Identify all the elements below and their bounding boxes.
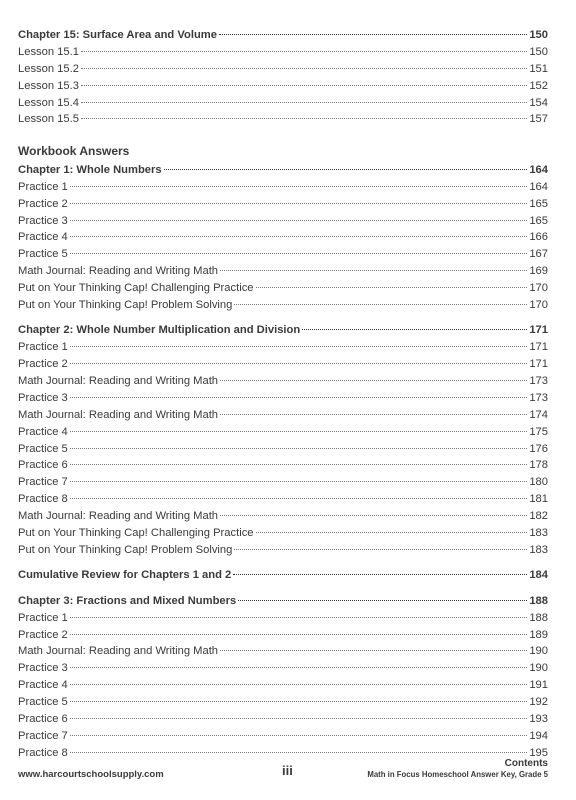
toc-entry xyxy=(18,660,548,677)
toc-entry xyxy=(18,457,548,474)
toc-entry xyxy=(18,280,548,297)
toc-entry-page: 190 xyxy=(529,645,548,658)
toc-entry xyxy=(18,610,548,627)
toc-entry-page: 173 xyxy=(529,375,548,388)
toc-entry-label: Math Journal: Reading and Writing Math xyxy=(18,375,219,388)
toc-entry xyxy=(18,694,548,711)
dot-leader xyxy=(234,304,527,305)
toc-entry xyxy=(18,424,548,441)
dot-leader xyxy=(233,574,527,575)
footer-section-name: Contents xyxy=(504,758,548,769)
footer-page-number: iii xyxy=(282,763,293,778)
dot-leader xyxy=(70,481,528,482)
toc-entry-page: 150 xyxy=(529,45,548,58)
dot-leader xyxy=(256,532,528,533)
group-spacer xyxy=(18,559,548,568)
dot-leader xyxy=(70,431,528,432)
dot-leader xyxy=(220,515,527,516)
toc-entry xyxy=(18,61,548,78)
toc-entry xyxy=(18,356,548,373)
toc-entry-label: Chapter 15: Surface Area and Volume xyxy=(18,29,217,41)
toc-entry-label: Lesson 15.1 xyxy=(18,45,79,58)
toc-entry xyxy=(18,677,548,694)
toc-entry-page: 183 xyxy=(529,527,548,540)
toc-entry xyxy=(18,491,548,508)
toc-entry-page: 175 xyxy=(529,425,548,438)
dot-leader xyxy=(220,650,527,651)
table-of-contents xyxy=(18,27,548,762)
toc-entry xyxy=(18,643,548,660)
toc-entry xyxy=(18,525,548,542)
dot-leader xyxy=(81,102,527,103)
dot-leader xyxy=(70,498,528,499)
toc-entry-page: 194 xyxy=(529,729,548,742)
dot-leader xyxy=(256,287,528,288)
toc-entry-label: Chapter 2: Whole Number Multiplication and Division xyxy=(18,324,301,337)
toc-entry-page: 173 xyxy=(529,391,548,404)
dot-leader xyxy=(70,718,528,719)
toc-entry-label: Lesson 15.4 xyxy=(18,96,79,109)
toc-entry-page: 192 xyxy=(529,696,548,709)
dot-leader xyxy=(70,186,528,187)
toc-entry-label: Math Journal: Reading and Writing Math xyxy=(18,510,219,523)
toc-entry-label: Practice 2 xyxy=(18,628,68,641)
toc-entry xyxy=(18,44,548,61)
toc-entry xyxy=(18,213,548,230)
toc-entry-label: Chapter 3: Fractions and Mixed Numbers xyxy=(18,594,237,607)
dot-leader xyxy=(70,701,528,702)
toc-entry-page: 170 xyxy=(529,298,548,311)
dot-leader xyxy=(70,203,528,204)
toc-entry-label: Math Journal: Reading and Writing Math xyxy=(18,408,219,421)
toc-entry-label: Put on Your Thinking Cap! Problem Solving xyxy=(18,298,233,311)
toc-entry xyxy=(18,263,548,280)
toc-entry xyxy=(18,179,548,196)
toc-entry-label: Practice 8 xyxy=(18,493,68,506)
toc-entry-page: 188 xyxy=(529,594,548,607)
toc-entry-label: Practice 2 xyxy=(18,358,68,371)
toc-entry-page: 181 xyxy=(529,493,548,506)
toc-entry-page: 171 xyxy=(529,341,548,354)
toc-entry-label: Lesson 15.2 xyxy=(18,62,79,75)
dot-leader xyxy=(220,380,527,381)
toc-entry xyxy=(18,441,548,458)
toc-entry xyxy=(18,390,548,407)
toc-entry-label: Math Journal: Reading and Writing Math xyxy=(18,645,219,658)
toc-entry xyxy=(18,407,548,424)
toc-entry xyxy=(18,111,548,128)
footer-book-info xyxy=(367,758,548,779)
toc-entry xyxy=(18,373,548,390)
toc-entry-label: Practice 6 xyxy=(18,459,68,472)
toc-entry-label: Practice 1 xyxy=(18,341,68,354)
toc-entry-page: 150 xyxy=(529,29,548,41)
toc-entry-label: Practice 5 xyxy=(18,248,68,261)
group-spacer xyxy=(18,314,548,323)
toc-entry-page: 180 xyxy=(529,476,548,489)
toc-entry-label: Lesson 15.3 xyxy=(18,79,79,92)
footer-website: www.harcourtschoolsupply.com xyxy=(18,769,164,780)
toc-entry-label: Cumulative Review for Chapters 1 and 2 xyxy=(18,569,232,582)
toc-chapter-heading xyxy=(18,593,548,610)
toc-entry-page: 166 xyxy=(529,231,548,244)
dot-leader xyxy=(70,617,528,618)
dot-leader xyxy=(70,667,528,668)
toc-entry-page: 167 xyxy=(529,248,548,261)
toc-entry-label: Practice 5 xyxy=(18,442,68,455)
dot-leader xyxy=(70,236,528,237)
toc-entry-label: Practice 8 xyxy=(18,746,68,759)
toc-entry xyxy=(18,474,548,491)
toc-entry-page: 195 xyxy=(529,746,548,759)
toc-entry-label: Practice 7 xyxy=(18,476,68,489)
toc-entry-page: 164 xyxy=(529,163,548,176)
dot-leader xyxy=(70,397,528,398)
toc-entry-page: 152 xyxy=(529,79,548,92)
dot-leader xyxy=(70,220,528,221)
dot-leader xyxy=(70,634,528,635)
toc-entry-page: 182 xyxy=(529,510,548,523)
toc-entry-page: 165 xyxy=(529,197,548,210)
dot-leader xyxy=(70,253,528,254)
toc-entry-page: 157 xyxy=(529,113,548,126)
toc-entry-label: Lesson 15.5 xyxy=(18,113,79,126)
toc-entry-page: 170 xyxy=(529,282,548,295)
dot-leader xyxy=(81,118,527,119)
dot-leader xyxy=(70,448,528,449)
toc-entry-label: Practice 2 xyxy=(18,197,68,210)
toc-entry xyxy=(18,508,548,525)
toc-entry xyxy=(18,627,548,644)
toc-entry-page: 184 xyxy=(529,569,548,582)
toc-entry-label: Practice 1 xyxy=(18,180,68,193)
toc-entry-page: 165 xyxy=(529,214,548,227)
dot-leader xyxy=(70,752,528,753)
dot-leader xyxy=(81,51,527,52)
toc-entry xyxy=(18,229,548,246)
toc-entry-page: 164 xyxy=(529,180,548,193)
dot-leader xyxy=(220,414,527,415)
toc-entry-page: 178 xyxy=(529,459,548,472)
toc-entry-page: 171 xyxy=(529,324,548,337)
toc-entry-label: Put on Your Thinking Cap! Challenging Practice xyxy=(18,527,254,540)
group-spacer xyxy=(18,584,548,593)
footer-book-title: Math in Focus Homeschool Answer Key, Grade 5 xyxy=(367,770,548,779)
toc-entry-label: Practice 6 xyxy=(18,712,68,725)
toc-entry xyxy=(18,297,548,314)
dot-leader xyxy=(164,169,528,170)
toc-entry-label: Math Journal: Reading and Writing Math xyxy=(18,265,219,278)
toc-entry xyxy=(18,196,548,213)
toc-chapter-heading xyxy=(18,322,548,339)
dot-leader xyxy=(70,684,528,685)
toc-entry-page: 171 xyxy=(529,358,548,371)
dot-leader xyxy=(219,34,527,35)
toc-entry-page: 151 xyxy=(529,62,548,75)
toc-entry-page: 174 xyxy=(529,408,548,421)
dot-leader xyxy=(302,329,527,330)
toc-entry-label: Put on Your Thinking Cap! Challenging Practice xyxy=(18,282,254,295)
toc-entry xyxy=(18,78,548,95)
toc-entry-label: Practice 3 xyxy=(18,662,68,675)
toc-entry-page: 191 xyxy=(529,679,548,692)
toc-entry xyxy=(18,339,548,356)
toc-entry-page: 154 xyxy=(529,96,548,109)
toc-entry-page: 190 xyxy=(529,662,548,675)
dot-leader xyxy=(220,270,527,271)
toc-entry-page: 193 xyxy=(529,712,548,725)
section-title: Workbook Answers xyxy=(18,143,130,158)
toc-entry-label: Practice 4 xyxy=(18,679,68,692)
dot-leader xyxy=(234,549,527,550)
toc-entry-page: 169 xyxy=(529,265,548,278)
toc-chapter-heading xyxy=(18,567,548,584)
toc-entry-label: Put on Your Thinking Cap! Problem Solving xyxy=(18,543,233,556)
toc-entry-label: Practice 3 xyxy=(18,214,68,227)
dot-leader xyxy=(70,363,528,364)
toc-entry xyxy=(18,542,548,559)
dot-leader xyxy=(81,85,527,86)
toc-entry xyxy=(18,95,548,112)
dot-leader xyxy=(81,68,527,69)
toc-entry xyxy=(18,728,548,745)
toc-entry-page: 189 xyxy=(529,628,548,641)
toc-chapter-heading xyxy=(18,27,548,44)
toc-entry-label: Practice 1 xyxy=(18,611,68,624)
toc-entry-page: 183 xyxy=(529,543,548,556)
dot-leader xyxy=(70,735,528,736)
toc-entry-label: Practice 4 xyxy=(18,425,68,438)
dot-leader xyxy=(70,464,528,465)
toc-entry-page: 176 xyxy=(529,442,548,455)
toc-entry-label: Practice 4 xyxy=(18,231,68,244)
toc-entry-label: Chapter 1: Whole Numbers xyxy=(18,163,162,176)
toc-entry-label: Practice 5 xyxy=(18,696,68,709)
dot-leader xyxy=(70,346,528,347)
section-spacer xyxy=(18,128,548,137)
toc-entry-page: 188 xyxy=(529,611,548,624)
toc-chapter-heading xyxy=(18,162,548,179)
toc-entry xyxy=(18,711,548,728)
toc-entry-label: Practice 3 xyxy=(18,391,68,404)
toc-entry xyxy=(18,246,548,263)
dot-leader xyxy=(238,600,527,601)
toc-entry-label: Practice 7 xyxy=(18,729,68,742)
